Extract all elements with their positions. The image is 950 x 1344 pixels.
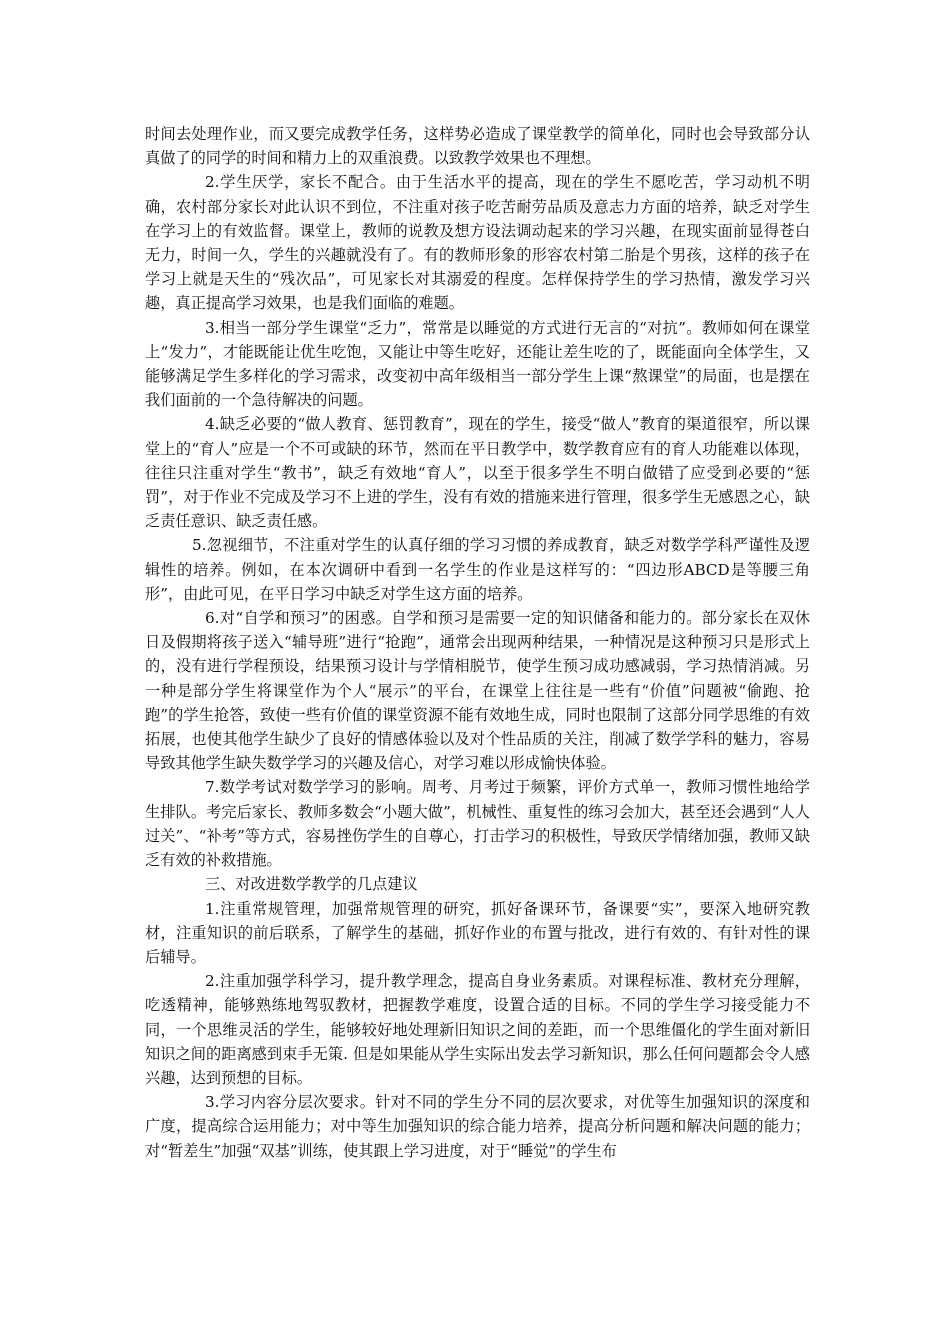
paragraph-item-5: 5.忽视细节，不注重对学生的认真仔细的学习习惯的养成教育，缺乏对数学学科严谨性及逻辑性的培养。例如，在本次调研中看到一名学生的作业是这样写的：“四边形ABCD是等腰三角形”，由此可见，在平日学习中缺乏对学生这方面的培养。 bbox=[145, 536, 810, 603]
section-heading: 三、对改进数学教学的几点建议 bbox=[205, 875, 418, 894]
paragraph-item-6: 6.对“自学和预习”的困惑。自学和预习是需要一定的知识储备和能力的。部分家长在双休日及假期将孩子送入“辅导班”进行“抢跑”，通常会出现两种结果，一种情况是这种预习只是形式上的，没有进行学程预设，结果预习设计与学情相脱节，使学生预习成功感减弱，学习热情消减。另一种是部分学生将课堂作为个人“展示”的平台，在课堂上往往是一些有“价值”问题被“偷跑、抢跑”的学生抢答，致使一些有价值的课堂资源不能有效地生成，同时也限制了这部分同学思维的有效拓展，也使其他学生缺少了良好的情感体验以及对个性品质的关注，削减了数学学科的魅力，容易导致其他学生缺失数学学习的兴趣及信心，对学习难以形成愉快体验。 bbox=[145, 609, 810, 773]
paragraph-item-7: 7.数学考试对数学学习的影响。周考、月考过于频繁，评价方式单一，教师习惯性地给学生排队。考完后家长、教师多数会“小题大做”，机械性、重复性的练习会加大，甚至还会遇到“人人过关”、“补考”等方式，容易挫伤学生的自尊心，打击学习的积极性，导致厌学情绪加强，教师又缺乏有效的补救措施。 bbox=[145, 778, 810, 870]
paragraph-continuation: 时间去处理作业，而又要完成教学任务，这样势必造成了课堂教学的简单化，同时也会导致部分认真做了的同学的时间和精力上的双重浪费。以致教学效果也不理想。 bbox=[145, 125, 810, 168]
paragraph-item-4: 4.缺乏必要的“做人教育、惩罚教育”，现在的学生，接受“做人”教育的渠道很窄，所以课堂上的“育人”应是一个不可或缺的环节，然而在平日教学中，数学教育应有的育人功能难以体现，往往只注重对学生“教书”，缺乏有效地“育人”，以至于很多学生不明白做错了应受到必要的“惩罚”，对于作业不完成及学习不上进的学生，没有有效的措施来进行管理，很多学生无感恩之心，缺乏责任意识、缺乏责任感。 bbox=[145, 415, 810, 531]
suggestion-item-1: 1.注重常规管理，加强常规管理的研究，抓好备课环节，备课要“实”，要深入地研究教材，注重知识的前后联系，了解学生的基础，抓好作业的布置与批改，进行有效的、有针对性的课后辅导。 bbox=[145, 899, 810, 966]
paragraph-item-3: 3.相当一部分学生课堂“乏力”，常常是以睡觉的方式进行无言的“对抗”。教师如何在课堂上“发力”，才能既能让优生吃饱，又能让中等生吃好，还能让差生吃的了，既能面向全体学生，又能够满足学生多样化的学习需求，改变初中高年级相当一部分学生上课“熬课堂”的局面，也是摆在我们面前的一个急待解决的问题。 bbox=[145, 318, 810, 410]
suggestion-item-3: 3.学习内容分层次要求。针对不同的学生分不同的层次要求，对优等生加强知识的深度和广度，提高综合运用能力；对中等生加强知识的综合能力培养，提高分析问题和解决问题的能力；对“暂差生”加强“双基”训练，使其跟上学习进度，对于“睡觉”的学生布 bbox=[145, 1093, 810, 1160]
suggestion-item-2: 2.注重加强学科学习，提升教学理念，提高自身业务素质。对课程标准、教材充分理解，吃透精神，能够熟练地驾驭教材，把握教学难度，设置合适的目标。不同的学生学习接受能力不同，一个思维灵活的学生，能够较好地处理新旧知识之间的差距，而一个思维僵化的学生面对新旧知识之间的距离感到束手无策. 但是如果能从学生实际出发去学习新知识，那么任何问题都会令人感兴趣，达到预想的目标。 bbox=[145, 972, 810, 1087]
document-page bbox=[145, 122, 810, 1163]
paragraph-item-2: 2.学生厌学，家长不配合。由于生活水平的提高，现在的学生不愿吃苦，学习动机不明确，农村部分家长对此认识不到位，不注重对孩子吃苦耐劳品质及意志力方面的培养，缺乏对学生在学习上的有效监督。课堂上，教师的说教及想方设法调动起来的学习兴趣，在现实面前显得苍白无力，时间一久，学生的兴趣就没有了。有的教师形象的形容农村第二胎是个男孩，这样的孩子在学习上就是天生的“残次品”，可见家长对其溺爱的程度。怎样保持学生的学习热情，激发学习兴趣，真正提高学习效果，也是我们面临的难题。 bbox=[145, 173, 810, 313]
